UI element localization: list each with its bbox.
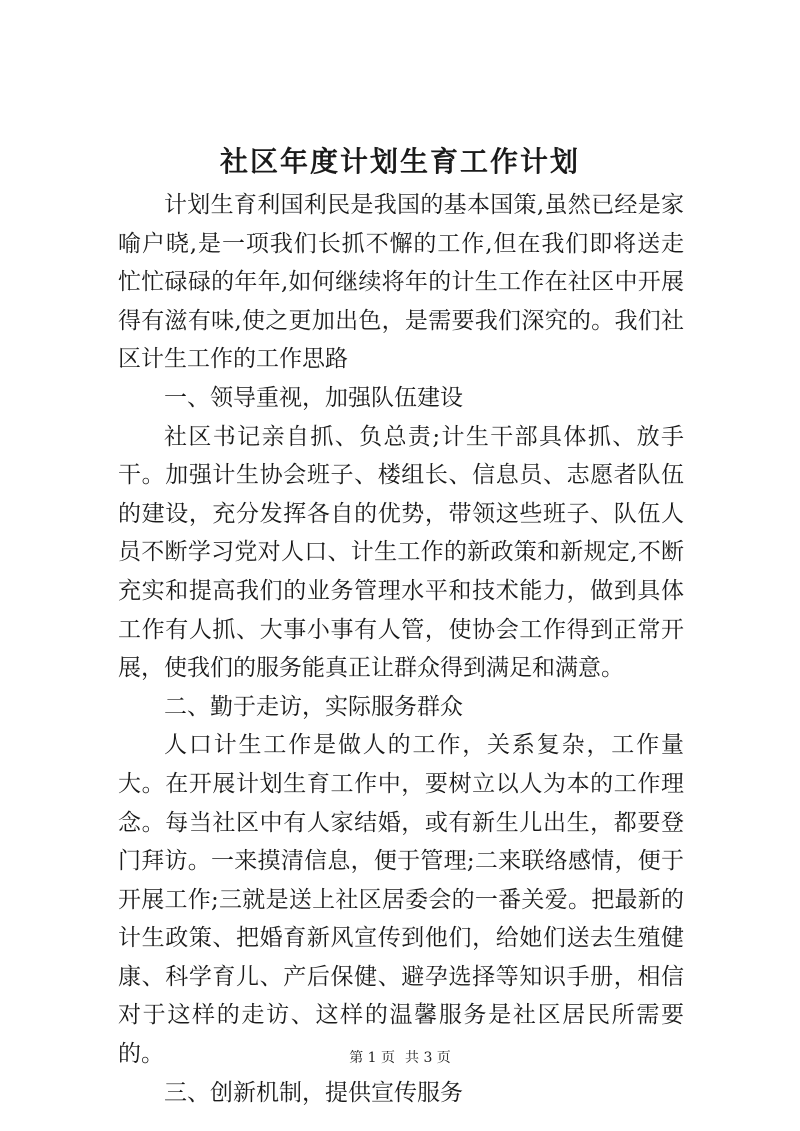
document-title: 社区年度计划生育工作计划: [219, 145, 580, 178]
page-number: 第 1 页: [349, 1050, 395, 1066]
paragraph-intro: 计划生育利国利民是我国的基本国策,虽然已经是家喻户晓,是一项我们长抓不懈的工作,但在我们即将送走忙忙碌碌的年年,如何继续将年的计生工作在社区中开展得有滋有味,使之更加出色，是需要我们深究的。我们社区计生工作的工作思路: [118, 192, 684, 373]
document-body: [118, 186, 684, 1112]
paragraph-section-2: 人口计生工作是做人的工作，关系复杂，工作量大。在开展计划生育工作中，要树立以人为本的工作理念。每当社区中有人家结婚，或有新生儿出生，都要登门拜访。一来摸清信息，便于管理;二来联络感情，便于开展工作;三就是送上社区居委会的一番关爱。把最新的计生政策、把婚育新风宣传到他们，给她们送去生殖健康、科学育儿、产后保健、避孕选择等知识手册，相信对于这样的走访、这样的温馨服务是社区居民所需要的。: [118, 732, 684, 1068]
section-heading-3: 三、创新机制，提供宣传服务: [164, 1079, 463, 1106]
section-heading-1: 一、领导重视，加强队伍建设: [164, 384, 463, 411]
page-footer: [0, 1048, 800, 1068]
paragraph-section-1: 社区书记亲自抓、负总责;计生干部具体抓、放手干。加强计生协会班子、楼组长、信息员、志愿者队伍的建设，充分发挥各自的优势，带领这些班子、队伍人员不断学习党对人口、计生工作的新政策和新规定,不断充实和提高我们的业务管理水平和技术能力，做到具体工作有人抓、大事小事有人管，使协会工作得到正常开展，使我们的服务能真正让群众得到满足和满意。: [118, 423, 684, 682]
section-heading-2: 二、勤于走访，实际服务群众: [164, 693, 463, 720]
page-total: 共 3 页: [405, 1050, 451, 1066]
